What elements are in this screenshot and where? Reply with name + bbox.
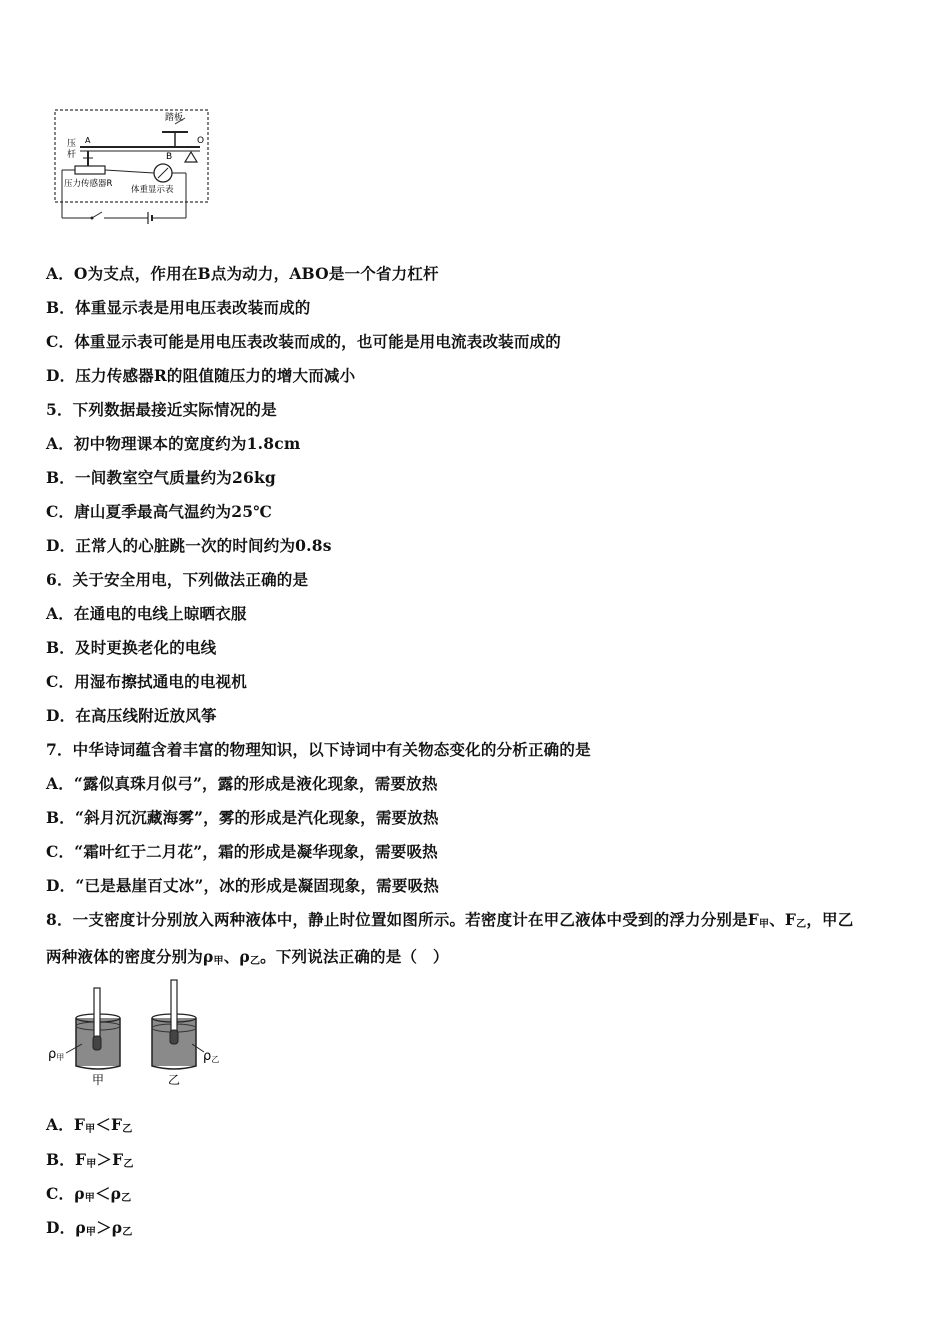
q8-option-d: D．$\rho_甲>\rho_乙$ xyxy=(46,1218,133,1238)
q5-option-b: B．一间教室空气质量约为26kg xyxy=(46,468,276,487)
q5-stem: 5．下列数据最接近实际情况的是 xyxy=(46,400,277,419)
hydrometer-figure xyxy=(46,978,226,1090)
caption-jia: 甲 xyxy=(92,1073,105,1087)
caption-yi: 乙 xyxy=(168,1073,181,1087)
label-press-rod-1: 压 xyxy=(67,139,77,149)
q8-stem-line-1: 8．一支密度计分别放入两种液体中，静止时位置如图所示。若密度计在甲乙液体中受到的浮力分别是$F_甲$、$F_乙$，甲乙 xyxy=(46,910,854,930)
q8-option-b: B．$F_甲>F_乙$ xyxy=(46,1150,134,1170)
q6-stem: 6．关于安全用电，下列做法正确的是 xyxy=(46,570,309,589)
q4-option-d: D．压力传感器R的阻值随压力的增大而减小 xyxy=(46,366,356,385)
q6-option-a: A．在通电的电线上晾晒衣服 xyxy=(46,604,247,623)
label-pedal: 踏板 xyxy=(165,113,184,123)
q5-option-d: D．正常人的心脏跳一次的时间约为0.8s xyxy=(46,536,332,555)
q7-option-d: D．“已是悬崖百丈冰”，冰的形成是凝固现象，需要吸热 xyxy=(46,876,439,895)
q7-option-a: A．“露似真珠月似弓”，露的形成是液化现象，需要放热 xyxy=(46,774,438,793)
q8-option-c: C．$\rho_甲<\rho_乙$ xyxy=(46,1184,132,1204)
rho-right: ρ乙 xyxy=(203,1049,220,1064)
q6-option-c: C．用湿布擦拭通电的电视机 xyxy=(46,672,247,691)
q5-option-c: C．唐山夏季最高气温约为25℃ xyxy=(46,502,272,521)
q6-option-d: D．在高压线附近放风筝 xyxy=(46,706,217,725)
q8-option-a: A．$F_甲<F_乙$ xyxy=(46,1115,133,1135)
q6-option-b: B．及时更换老化的电线 xyxy=(46,638,217,657)
label-display: 体重显示表 xyxy=(131,185,174,195)
scale-circuit-figure xyxy=(50,106,215,230)
label-press-rod-2: 杆 xyxy=(67,150,77,160)
q7-option-c: C．“霜叶红于二月花”，霜的形成是凝华现象，需要吸热 xyxy=(46,842,438,861)
q4-option-c: C．体重显示表可能是用电压表改装而成的，也可能是用电流表改装而成的 xyxy=(46,332,561,351)
rho-left: ρ甲 xyxy=(48,1047,65,1062)
q4-option-a: A．O为支点，作用在B点为动力，ABO是一个省力杠杆 xyxy=(46,264,439,283)
q5-option-a: A．初中物理课本的宽度约为1.8cm xyxy=(46,434,301,453)
label-sensor: 压力传感器R xyxy=(64,179,113,189)
label-a: A xyxy=(85,136,91,145)
q7-stem: 7．中华诗词蕴含着丰富的物理知识，以下诗词中有关物态变化的分析正确的是 xyxy=(46,740,591,759)
q8-stem-line-2: 两种液体的密度分别为$\rho_甲$、$\rho_乙$。下列说法正确的是（ ） xyxy=(46,947,449,967)
label-b: B xyxy=(166,152,173,162)
q7-option-b: B．“斜月沉沉藏海雾”，雾的形成是汽化现象，需要放热 xyxy=(46,808,439,827)
label-o: O xyxy=(197,136,205,146)
q4-option-b: B．体重显示表是用电压表改装而成的 xyxy=(46,298,311,317)
